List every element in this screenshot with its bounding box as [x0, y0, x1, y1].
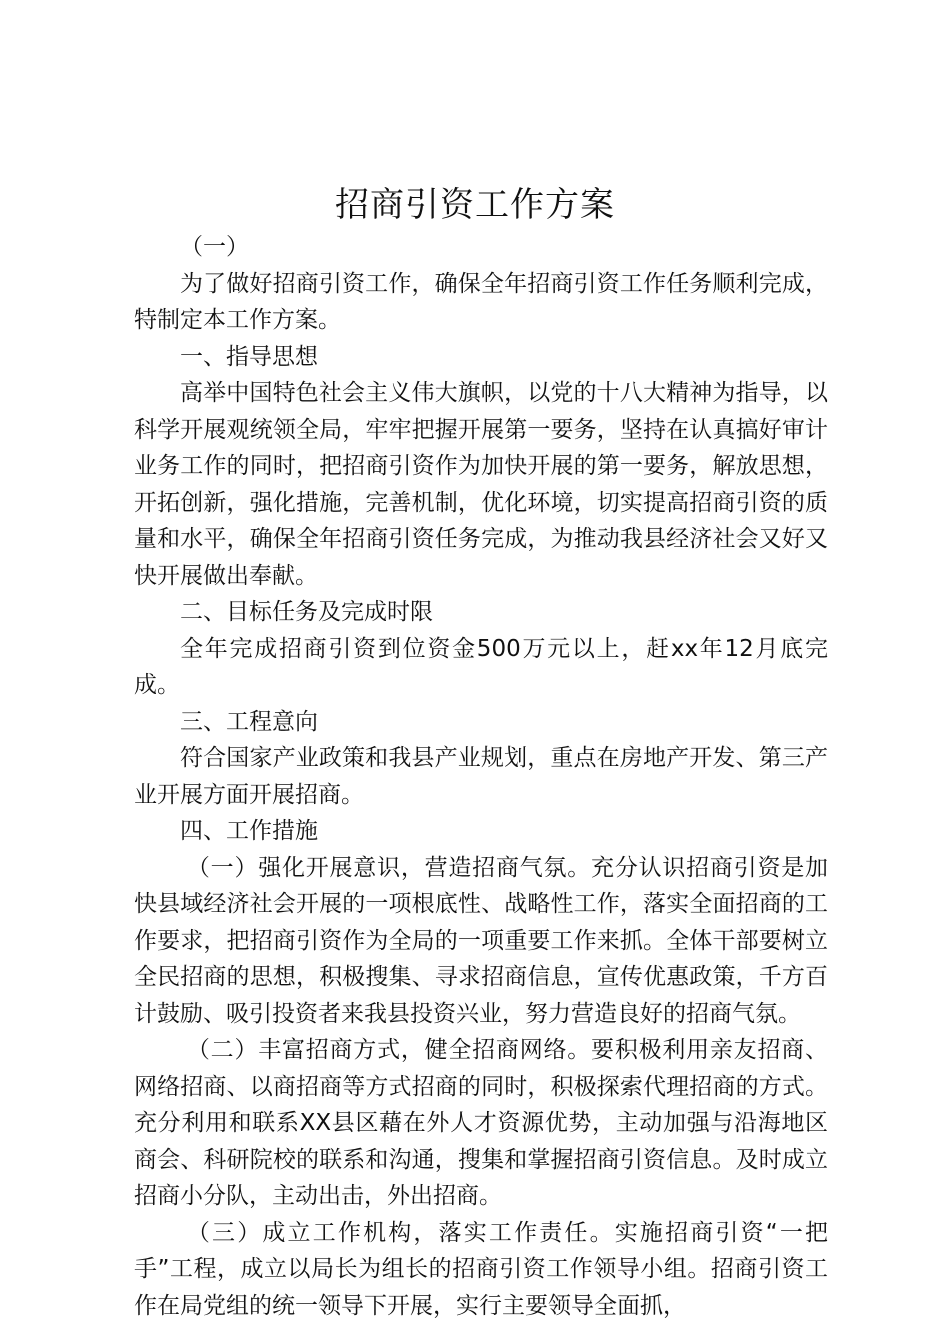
document-body: [134, 229, 828, 1324]
paragraph-intro: 为了做好招商引资工作，确保全年招商引资工作任务顺利完成，特制定本工作方案。: [134, 270, 828, 333]
paragraph-measure-1: （一）强化开展意识，营造招商气氛。充分认识招商引资是加快县域经济社会开展的一项根底性、战略性工作，落实全面招商的工作要求，把招商引资作为全局的一项重要工作来抓。全体干部要树立全民招商的思想，积极搜集、寻求招商信息，宣传优惠政策，千方百计鼓励、吸引投资者来我县投资兴业，努力营造良好的招商气氛。: [134, 854, 828, 1027]
heading-guiding-thought: 一、指导思想: [180, 343, 318, 370]
heading-work-measures: 四、工作措施: [180, 818, 318, 844]
paragraph-measure-2: （二）丰富招商方式，健全招商网络。要积极利用亲友招商、网络招商、以商招商等方式招商的同时，积极探索代理招商的方式。充分利用和联系XX县区藉在外人才资源优势，主动加强与沿海地区商会、科研院校的联系和沟通，搜集和掌握招商引资信息。及时成立招商小分队，主动出击，外出招商。: [134, 1037, 828, 1209]
heading-target-tasks: 二、目标任务及完成时限: [180, 599, 433, 625]
document-title: 招商引资工作方案: [335, 185, 615, 225]
heading-project-intent: 三、工程意向: [180, 708, 318, 735]
paragraph-project-intent: 符合国家产业政策和我县产业规划，重点在房地产开发、第三产业开展方面开展招商。: [134, 745, 828, 808]
paragraph-target-tasks: 全年完成招商引资到位资金500万元以上，赶xx年12月底完成。: [134, 635, 828, 698]
paragraph-part-marker: （一）: [180, 234, 249, 260]
paragraph-measure-3: （三）成立工作机构，落实工作责任。实施招商引资“一把手”工程，成立以局长为组长的招商引资工作领导小组。招商引资工作在局党组的统一领导下开展，实行主要领导全面抓，: [134, 1219, 828, 1319]
paragraph-guiding-thought: 高举中国特色社会主义伟大旗帜，以党的十八大精神为指导，以科学开展观统领全局，牢牢把握开展第一要务，坚持在认真搞好审计业务工作的同时，把招商引资作为加快开展的第一要务，解放思想，开拓创新，强化措施，完善机制，优化环境，切实提高招商引资的质量和水平，确保全年招商引资任务完成，为推动我县经济社会又好又快开展做出奉献。: [134, 380, 828, 589]
